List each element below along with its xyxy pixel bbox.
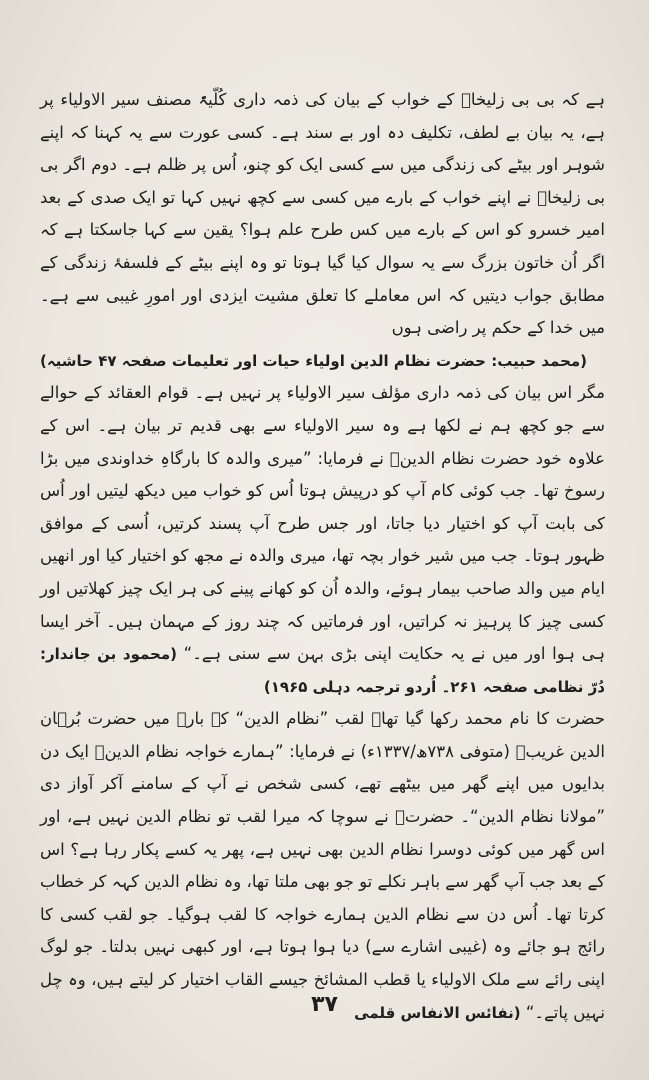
page-text [40,84,605,1029]
paragraph-3-citation: (نفائس الانفاس قلمی [354,1003,521,1022]
paragraph-3-text: حضرت کا نام محمد رکھا گیا تھا۔ لقب ”نظام الدین“ کے بارے میں حضرت بُرہان الدین غریبؒ (متوفی ۷۳۸ھ/۱۳۳۷ء) نے فرمایا: ”ہمارے خواجہ نظام الدینؒ ایک دن بدایوں میں اپنے گھر میں بیٹھے تھے، کسی شخص نے آپ کے سامنے آکر آواز دی ”مولانا نظام الدین“۔ حضرتؒ نے سوچا کہ میرا لقب تو نظام الدین نہیں ہے، اور اس گھر میں کوئی دوسرا نظام الدین بھی نہیں ہے، پھر یہ کسے پکار رہا ہے؟ اس کے بعد جب آپ گھر سے باہر نکلے تو جو بھی ملتا تھا، وہ نظام الدین کہہ کر خطاب کرتا تھا۔ اُس دن سے نظام الدین ہمارے خواجہ کا لقب ہوگیا۔ جو لقب کسی کا رائج ہو جائے وہ (غیبی اشارے سے) دیا ہوا ہوتا ہے، اور کبھی نہیں بدلتا۔ جو لوگ اپنی رائے سے ملک الاولیاء یا قطب المشائخ جیسے القاب اختیار کر لیتے ہیں، وہ چل نہیں پاتے۔“ [40,709,605,1022]
paragraph-1-citation: (محمد حبیب: حضرت نظام الدین اولیاء حیات اور تعلیمات صفحہ ۴۷ حاشیہ) [40,351,588,370]
paragraph-2 [40,377,605,703]
paragraph-3 [40,703,605,1029]
paragraph-1 [40,84,605,377]
paragraph-2-citation: (محمود بن جاندار: دُرّ نظامی صفحہ ۲۶۱۔ اُردو ترجمہ دہلی ۱۹۶۵) [40,645,605,696]
paragraph-1-text: ہے کہ بی بی زلیخاؒ کے خواب کے بیان کی ذمہ داری کُلّیۃً مصنف سیر الاولیاء پر ہے، یہ بیان بے لطف، تکلیف دہ اور بے سند ہے۔ کسی عورت سے یہ کہنا کہ اپنے شوہر اور بیٹے کی زندگی میں سے کسی ایک کو چنو، اُس پر ظلم ہے۔ دوم اگر بی بی زلیخاؒ نے اپنے خواب کے بارے میں کسی سے کچھ نہیں کہا تو ایک صدی کے بعد امیر خسرو کو اس کے بارے میں کس طرح علم ہوا؟ یقین سے کہا جاسکتا ہے کہ اگر اُن خاتون بزرگ سے یہ سوال کیا گیا ہوتا تو وہ اپنے بیٹے کے فلسفۂ زندگی کے مطابق جواب دیتیں کہ اس معاملے کا تعلق مشیت ایزدی اور امورِ غیبی سے ہے۔ میں خدا کے حکم پر راضی ہوں [40,90,605,338]
page-number: ۳۷ [311,992,338,1017]
paragraph-2-text: مگر اس بیان کی ذمہ داری مؤلف سیر الاولیاء پر نہیں ہے۔ قوام العقائد کے حوالے سے جو کچھ ہم نے لکھا ہے وہ سیر الاولیاء سے بھی قدیم تر بیان ہے۔ اس کے علاوہ خود حضرت نظام الدینؒ نے فرمایا: ”میری والدہ کا بارگاہِ خداوندی میں بڑا رسوخ تھا۔ جب کوئی کام آپ کو درپیش ہوتا اُس کو خواب میں دیکھ لیتیں اور اُس کی بابت آپ کو اختیار دیا جاتا، اور جس طرح آپ پسند کرتیں، اُسی کے موافق ظہور ہوتا۔ جب میں شیر خوار بچہ تھا، میری والدہ نے مجھ کو اختیار کیا اور انھیں ایام میں والد صاحب بیمار ہوئے، والدہ اُن کو کھانے پینے کی ہر ایک چیز کھلاتیں اور کسی چیز کا پرہیز نہ کراتیں، اور فرماتیں کہ چند روز کے مہمان ہیں۔ آخر ایسا ہی ہوا اور میں نے یہ حکایت اپنی بڑی بہن سے سنی ہے۔“ [40,383,605,664]
